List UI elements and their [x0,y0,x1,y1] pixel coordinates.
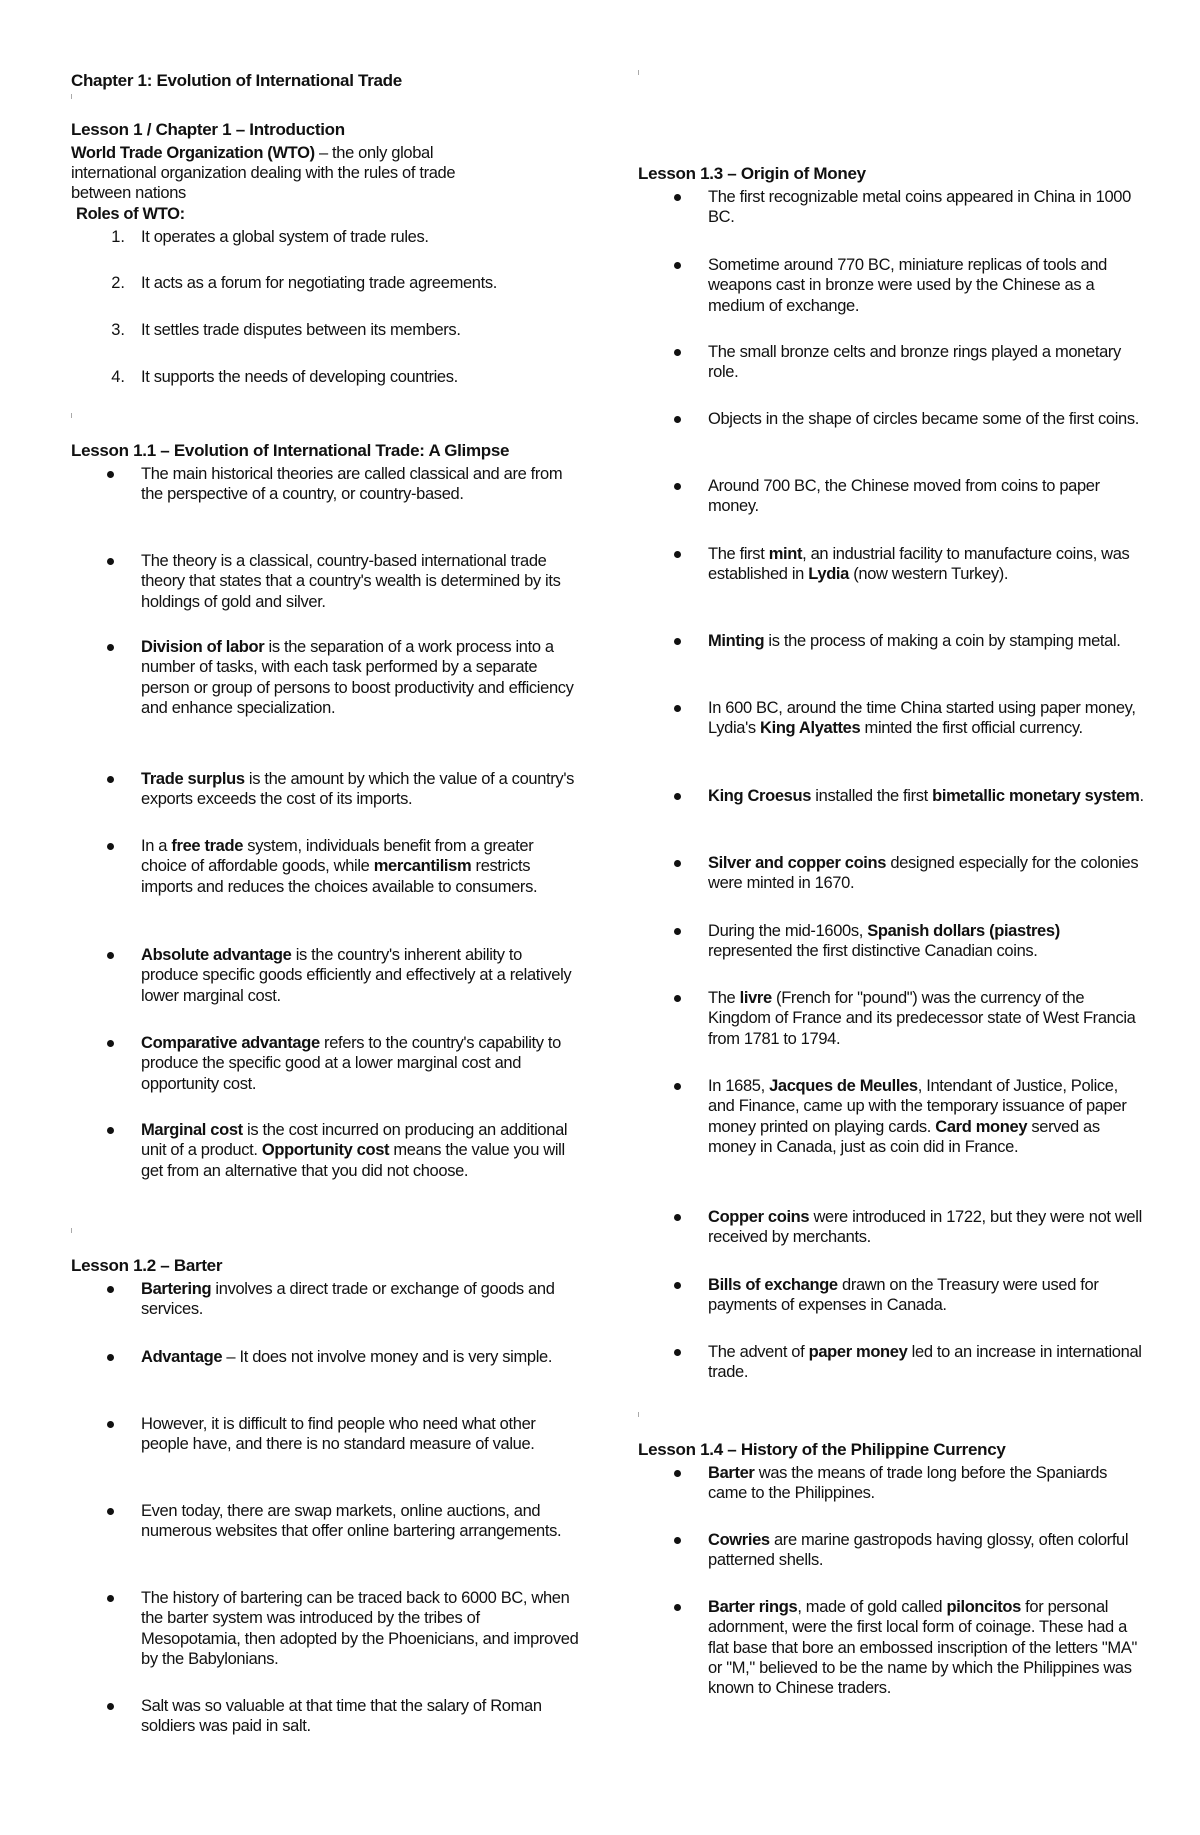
lesson-1-2-item: The history of bartering can be traced back to 6000 BC, when the barter system was introduced by the tribes of Mesopotamia, then adopted by the Phoenicians, and improved by the Babylonians. [141,1589,579,1668]
paragraph-mark [638,70,639,75]
bullet-icon [107,1595,114,1602]
lesson-1-3-item [708,1207,1148,1248]
definition: involves a direct trade or exchange of goods and services. [141,1280,555,1319]
definition: was the means of trade long before the Spaniards came to the Philippines. [708,1464,1108,1503]
bullet-icon [674,1282,681,1289]
paragraph-mark [71,413,72,418]
lesson-1-1-item: The main historical theories are called classical and are from the perspective of a country, or country-based. [141,465,563,504]
text: led to an increase in international trade. [708,1343,1142,1382]
text: The advent of [708,1343,809,1361]
bullet-icon [107,558,114,565]
definition: is the separation of a work process into a number of tasks, with each task performed by a separate person or group of persons to boost productivity and efficiency and enhance specialization. [141,638,574,717]
lesson-1-3-item: The small bronze celts and bronze rings played a monetary role. [708,343,1121,382]
term: paper money [808,1343,908,1361]
bullet-icon [674,262,681,269]
bullet-icon [674,1214,681,1221]
lesson-1-2-item: Salt was so valuable at that time that the salary of Roman soldiers was paid in salt. [141,1697,542,1736]
paragraph-mark [71,1228,72,1233]
term: Spanish dollars (piastres) [867,922,1060,940]
bullet-icon [674,1604,681,1611]
bullet-icon [674,349,681,356]
term: Bartering [141,1280,212,1298]
term: Minting [708,632,765,650]
definition: is the amount by which the value of a country's exports exceeds the cost of its imports. [141,770,575,809]
lesson-1-1-item [141,1120,581,1181]
bullet-icon [674,995,681,1002]
bullet-icon [107,843,114,850]
term: Comparative advantage [141,1034,320,1052]
role-item: It operates a global system of trade rules. [141,228,429,246]
definition: is the process of making a coin by stamping metal. [764,632,1121,650]
definition: drawn on the Treasury were used for payments of expenses in Canada. [708,1276,1099,1315]
lesson-1-1-item [141,836,581,897]
bullet-icon [107,1286,114,1293]
wto-definition-line-3: between nations [71,184,186,202]
roles-heading: Roles of WTO: [76,205,185,223]
lesson-1-3-item [708,921,1148,962]
lesson-1-2-item: However, it is difficult to find people who need what other people have, and there is no standard measure of value. [141,1415,536,1454]
term: Opportunity cost [261,1141,390,1160]
wto-def-1: – the only global [314,144,434,162]
term: Copper coins [708,1208,810,1226]
lesson-1-3-item [708,1342,1148,1383]
text: (now western Turkey). [848,565,1009,584]
wto-term: World Trade Organization (WTO) [71,144,315,162]
bullet-icon [107,644,114,651]
lesson-1-3-item [708,1275,1148,1316]
term: Silver and copper coins [708,854,887,872]
lesson-1-3-item: Sometime around 770 BC, miniature replicas of tools and weapons cast in bronze were used by the Chinese as a medium of exchange. [708,256,1107,315]
term: Lydia [808,565,849,584]
lesson-1-3-item [708,1076,1148,1157]
definition: designed especially for the colonies were minted in 1670. [708,854,1139,893]
intro-heading: Lesson 1 / Chapter 1 – Introduction [71,120,345,139]
bullet-icon [674,1537,681,1544]
role-number: 3. [111,321,125,339]
text: for personal adornment, were the first local form of coinage. These had a flat base that bore an embossed inscription of the letters "MA" or "M," believed to be the name by which the Philippines was known to Chinese traders. [708,1598,1137,1698]
term: Advantage [141,1348,223,1366]
lesson-1-4-item [708,1597,1148,1698]
text: restricts imports and reduces the choices available to consumers. [141,857,538,896]
lesson-1-1-item [141,769,581,810]
text: The first [708,545,769,563]
term: bimetallic monetary system [932,787,1140,805]
role-number: 2. [111,274,125,292]
text: minted the first official currency. [860,719,1083,738]
definition: were introduced in 1722, but they were not well received by merchants. [708,1208,1142,1247]
term: Marginal cost [141,1121,243,1139]
text: In a [141,837,172,855]
lesson-1-3-item [708,698,1148,739]
bullet-icon [107,1127,114,1134]
definition: is the country's inherent ability to produce specific goods efficiently and effectively at a relatively lower marginal cost. [141,946,572,1005]
text: . [1139,787,1144,805]
text: , made of gold called [797,1598,947,1616]
lesson-1-1-item [141,637,581,718]
bullet-icon [674,705,681,712]
paragraph-mark [71,94,72,99]
definition: refers to the country's capability to produce the specific good at a lower marginal cost and opportunity cost. [141,1034,561,1093]
lesson-1-3-item: Objects in the shape of circles became some of the first coins. [708,410,1139,428]
term: mercantilism [373,857,472,876]
bullet-icon [107,1421,114,1428]
role-item: It supports the needs of developing countries. [141,368,458,386]
text: , Intendant of Justice, Police, and Finance, came up with the temporary issuance of paper money printed on playing cards. [708,1077,1127,1136]
definition: are marine gastropods having glossy, often colorful patterned shells. [708,1531,1129,1570]
term: King Alyattes [760,719,861,738]
lesson-1-1-item: The theory is a classical, country-based international trade theory that states that a country's wealth is determined by its holdings of gold and silver. [141,552,561,611]
text: During the mid-1600s, [708,922,868,940]
term: Bills of exchange [708,1276,838,1294]
bullet-icon [107,1508,114,1515]
bullet-icon [107,1703,114,1710]
lesson-1-3-item [708,853,1148,894]
bullet-icon [107,1354,114,1361]
term: Division of labor [141,638,265,656]
term: Barter rings [708,1598,798,1616]
lesson-1-3-item [708,786,1148,806]
text: means the value you will get from an alternative that you did not choose. [141,1141,565,1180]
role-item: It settles trade disputes between its members. [141,321,461,339]
bullet-icon [674,793,681,800]
lesson-1-4-item [708,1530,1148,1571]
term: mint [768,545,803,563]
role-item: It acts as a forum for negotiating trade agreements. [141,274,497,292]
bullet-icon [107,952,114,959]
term: free trade [171,837,244,855]
chapter-title: Chapter 1: Evolution of International Trade [71,71,402,90]
text: , an industrial facility to manufacture coins, was established in [708,545,1130,584]
bullet-icon [674,551,681,558]
paragraph-mark [638,1412,639,1417]
bullet-icon [107,776,114,783]
lesson-1-3-item [708,988,1148,1049]
text: system, individuals benefit from a greater choice of affordable goods, while [141,837,534,876]
lesson-1-2-heading: Lesson 1.2 – Barter [71,1256,223,1275]
bullet-icon [674,860,681,867]
bullet-icon [674,1083,681,1090]
text: is the cost incurred on producing an additional unit of a product. [141,1121,568,1160]
term: Barter [708,1464,755,1482]
lesson-1-1-item [141,1033,581,1094]
lesson-1-2-item: Even today, there are swap markets, online auctions, and numerous websites that offer online bartering arrangements. [141,1502,562,1541]
bullet-icon [674,1470,681,1477]
text: served as money in Canada, just as coin did in France. [708,1117,1100,1156]
text: In 1685, [708,1077,770,1095]
wto-definition-line-2: international organization dealing with the rules of trade [71,164,456,182]
role-number: 1. [111,228,125,246]
lesson-1-2-item [141,1347,581,1367]
lesson-1-3-heading: Lesson 1.3 – Origin of Money [638,164,866,183]
bullet-icon [107,1040,114,1047]
term: Absolute advantage [141,946,292,964]
bullet-icon [107,471,114,478]
lesson-1-3-item: Around 700 BC, the Chinese moved from coins to paper money. [708,477,1100,516]
lesson-1-4-heading: Lesson 1.4 – History of the Philippine Currency [638,1440,1006,1459]
lesson-1-1-heading: Lesson 1.1 – Evolution of International Trade: A Glimpse [71,441,510,460]
definition: – It does not involve money and is very simple. [222,1348,553,1366]
bullet-icon [674,194,681,201]
role-number: 4. [111,368,125,386]
bullet-icon [674,416,681,423]
term: Jacques de Meulles [769,1077,918,1095]
bullet-icon [674,1349,681,1356]
lesson-1-3-item [708,631,1148,651]
term: Cowries [708,1531,770,1549]
bullet-icon [674,483,681,490]
bullet-icon [674,638,681,645]
term: piloncitos [946,1598,1021,1616]
text: In 600 BC, around the time China started using paper money, Lydia's [708,699,1136,738]
lesson-1-4-item [708,1463,1148,1504]
term: Card money [935,1117,1028,1136]
bullet-icon [674,928,681,935]
lesson-1-2-item [141,1279,581,1320]
lesson-1-3-item: The first recognizable metal coins appeared in China in 1000 BC. [708,188,1131,227]
text: (French for "pound") was the currency of the Kingdom of France and its predecessor state of West Francia from 1781 to 1794. [708,989,1136,1048]
term: livre [739,989,772,1007]
term: Trade surplus [141,770,245,788]
lesson-1-3-item [708,544,1148,585]
lesson-1-1-item [141,945,581,1006]
wto-definition-line-1 [71,143,433,163]
text: represented the first distinctive Canadian coins. [708,942,1038,961]
term: King Croesus [708,787,812,805]
text: The [708,989,740,1007]
text: installed the first [811,787,933,805]
